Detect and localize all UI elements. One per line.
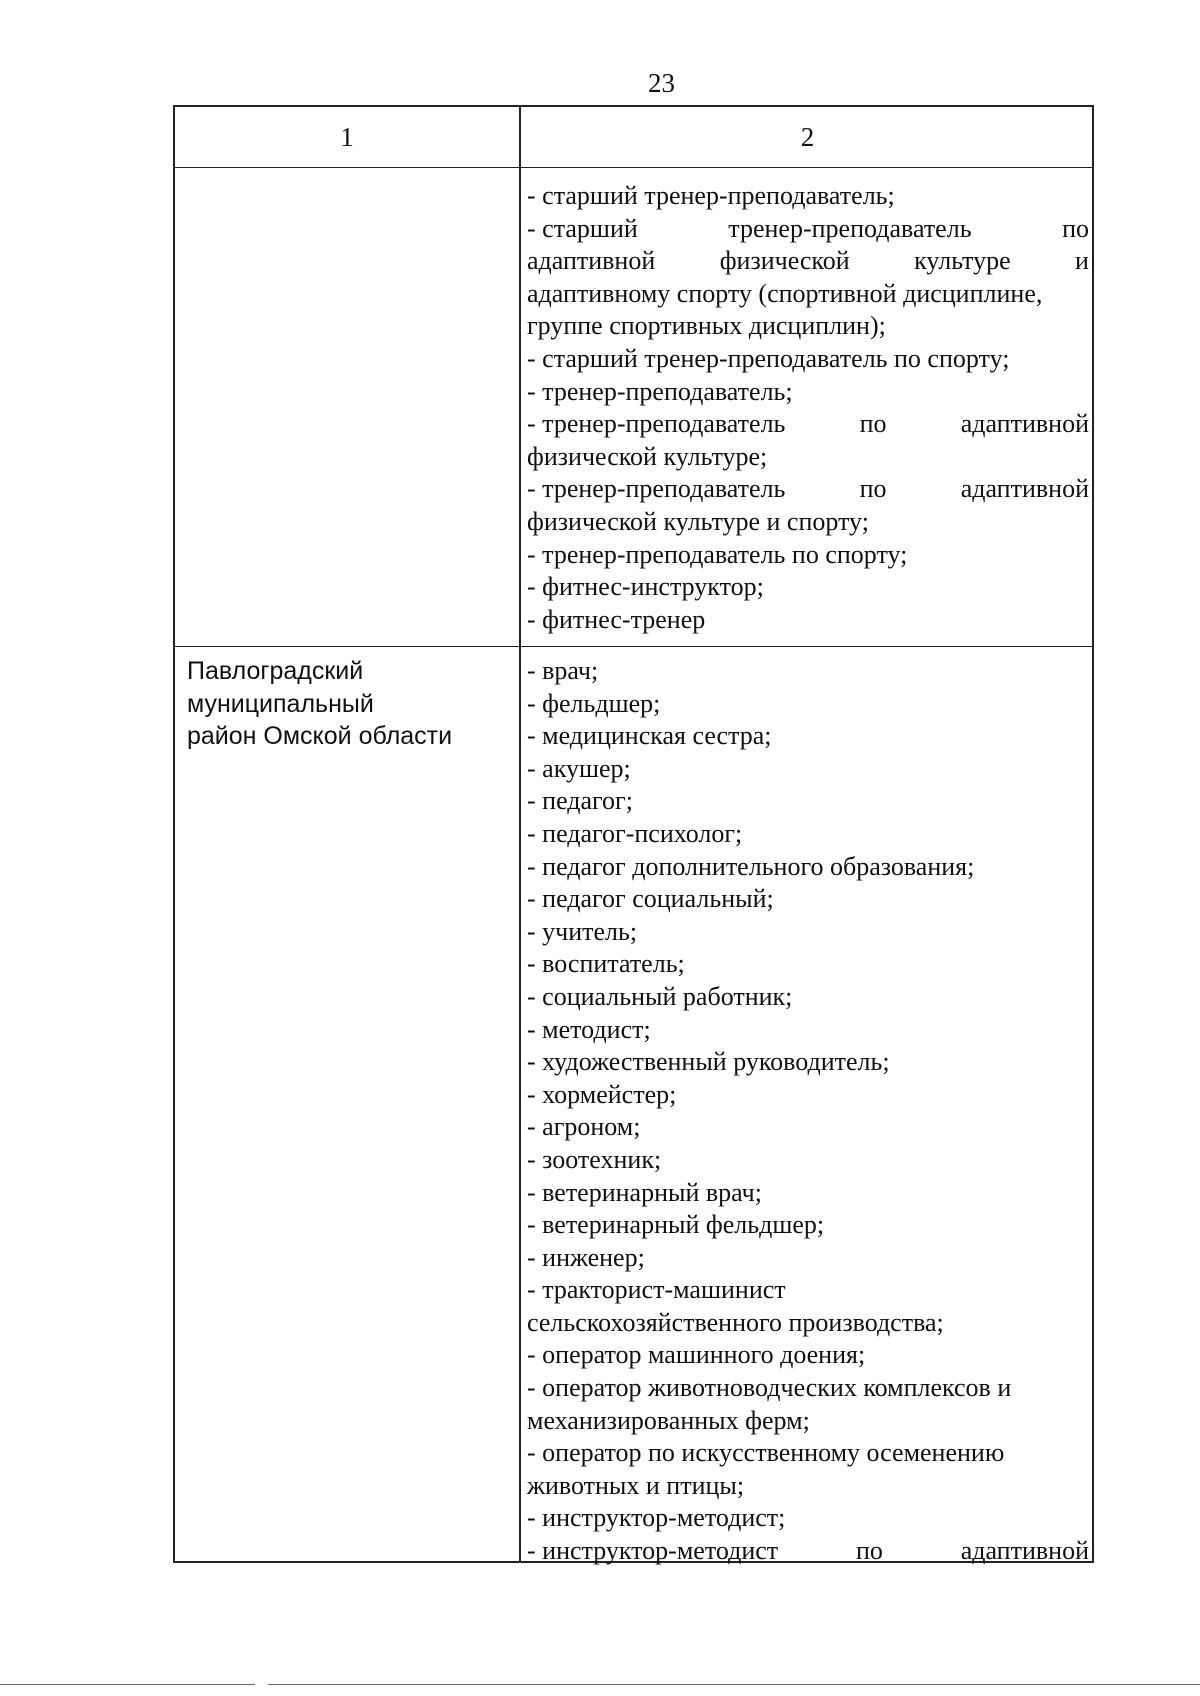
- list-item-word: по: [859, 474, 887, 504]
- list-item: - инструктор-методист;: [527, 1503, 786, 1533]
- list-item: - педагог;: [527, 786, 633, 816]
- list-item-word: адаптивной: [960, 409, 1089, 439]
- list-item: - тренер-преподаватель;: [527, 376, 793, 406]
- list-item: - педагог дополнительного образования;: [527, 851, 975, 881]
- header-col-2: 2: [800, 122, 815, 152]
- list-item-word: адаптивной: [960, 1536, 1089, 1566]
- list-item: - ветеринарный фельдшер;: [527, 1210, 825, 1240]
- list-item: физической культуре;: [527, 441, 768, 471]
- list-item-word: - тренер-преподаватель: [527, 409, 786, 439]
- list-item-word: по: [855, 1536, 883, 1566]
- list-item: группе спортивных дисциплин);: [527, 311, 886, 341]
- positions-table: [173, 105, 1094, 1566]
- list-item: - художественный руководитель;: [527, 1047, 890, 1077]
- row2-positions-cell: [527, 655, 1089, 1568]
- list-item: [527, 213, 1089, 246]
- list-item: физической культуре и спорту;: [527, 506, 869, 536]
- list-item-word: - старший: [527, 213, 638, 243]
- list-item: район Омской области: [187, 722, 453, 751]
- list-item: механизированных ферм;: [527, 1405, 810, 1435]
- list-item: - тренер-преподаватель по спорту;: [527, 539, 908, 569]
- list-item: [527, 245, 1089, 278]
- list-item: адаптивному спорту (спортивной дисциплине,: [527, 278, 1043, 308]
- list-item: [527, 473, 1089, 506]
- list-item: - учитель;: [527, 916, 638, 946]
- list-item: - фитнес-тренер: [527, 604, 706, 634]
- list-item: - оператор по искусственному осеменению: [527, 1438, 1005, 1468]
- header-row-divider: [175, 167, 1092, 168]
- list-item: - хормейстер;: [527, 1079, 677, 1109]
- list-item-word: физической: [719, 246, 850, 276]
- page-number: 23: [648, 68, 675, 98]
- list-item: - тракторист-машинист: [527, 1275, 786, 1305]
- list-item: - фитнес-инструктор;: [527, 572, 764, 602]
- list-item: - старший тренер-преподаватель по спорту;: [527, 343, 1010, 373]
- column-divider: [519, 107, 521, 1561]
- list-item-word: тренер-преподаватель: [728, 213, 972, 243]
- list-item: - акушер;: [527, 753, 631, 783]
- list-item: муниципальный: [187, 689, 374, 718]
- list-item: - врач;: [527, 656, 599, 685]
- footer-rule-right: [268, 1684, 1200, 1685]
- list-item: - педагог-психолог;: [527, 818, 743, 848]
- list-item: [527, 408, 1089, 441]
- row1-positions-cell: [527, 180, 1089, 636]
- list-item: - методист;: [527, 1014, 651, 1044]
- list-item: сельскохозяйственного производства;: [527, 1307, 944, 1337]
- list-item: - зоотехник;: [527, 1144, 662, 1174]
- list-item-word: по: [1062, 213, 1089, 243]
- list-item-word: - тренер-преподаватель: [527, 474, 786, 504]
- footer-rule-left: [0, 1684, 255, 1685]
- list-item: - агроном;: [527, 1112, 641, 1142]
- header-col-1: 1: [340, 122, 354, 152]
- list-item-word: культуре: [914, 246, 1011, 276]
- list-item: Павлоградский: [187, 657, 364, 685]
- list-item: - инженер;: [527, 1242, 645, 1272]
- list-item: - воспитатель;: [527, 949, 685, 979]
- list-item: - медицинская сестра;: [527, 721, 772, 751]
- list-item: - ветеринарный врач;: [527, 1177, 762, 1207]
- list-item: - фельдшер;: [527, 688, 661, 718]
- list-item-word: - инструктор-методист: [527, 1536, 779, 1566]
- list-item: животных и птицы;: [527, 1470, 745, 1500]
- list-item-word: и: [1075, 246, 1089, 276]
- list-item: [527, 1535, 1089, 1568]
- list-item-word: адаптивной: [960, 474, 1089, 504]
- row-divider: [175, 646, 1092, 647]
- list-item: - старший тренер-преподаватель;: [527, 181, 895, 210]
- list-item: - оператор животноводческих комплексов и: [527, 1373, 1012, 1403]
- list-item: - социальный работник;: [527, 981, 793, 1011]
- list-item-word: адаптивной: [527, 246, 656, 276]
- municipality-cell: [187, 655, 507, 753]
- list-item: - педагог социальный;: [527, 884, 774, 914]
- list-item: - оператор машинного доения;: [527, 1340, 866, 1370]
- list-item-word: по: [859, 409, 887, 439]
